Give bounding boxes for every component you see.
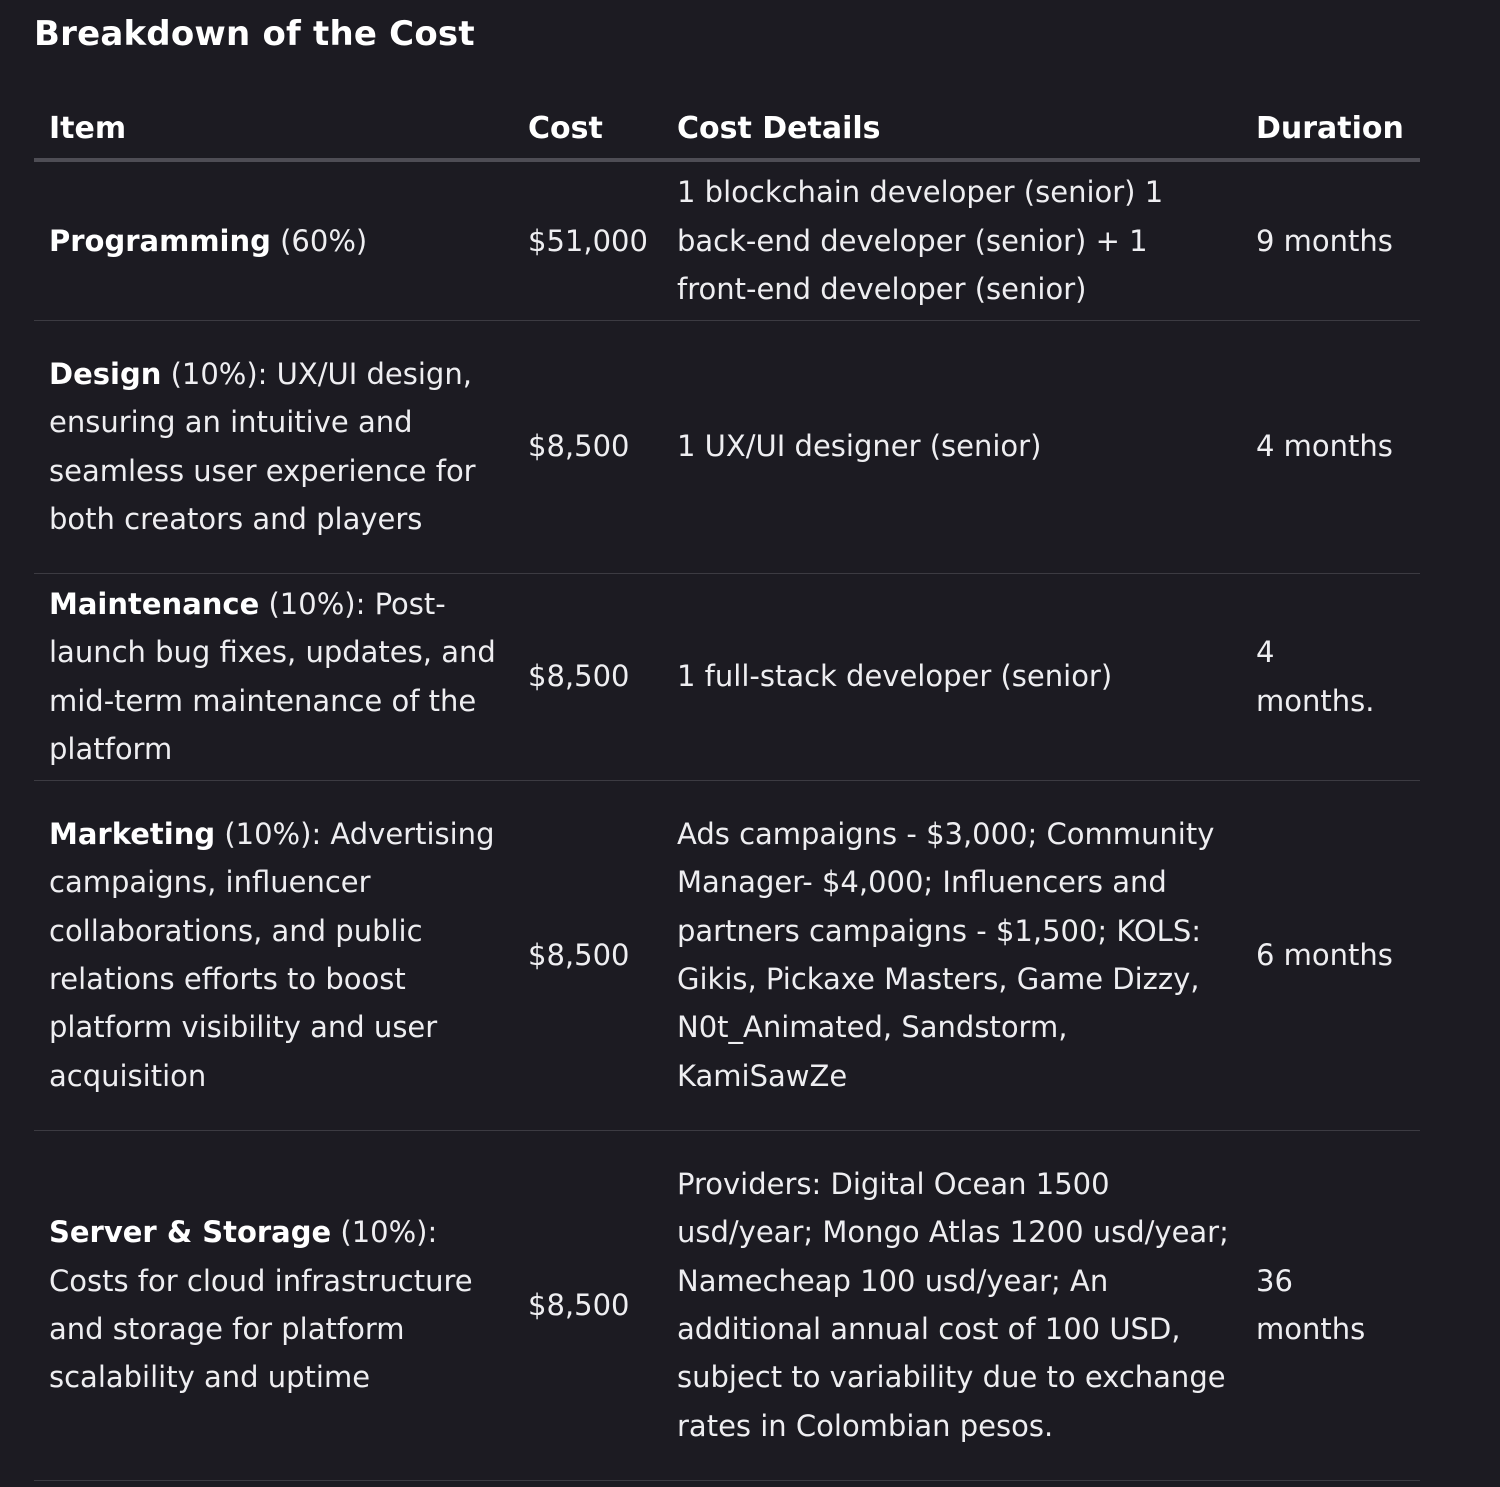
item-description: : Costs for cloud infrastructure and storage for platform scalability and uptime [49,1215,473,1395]
duration-cell: 4 months [1238,320,1420,573]
table-header-row [34,100,1420,160]
column-header-duration: Duration [1238,100,1420,160]
table-row [34,160,1420,320]
item-share: (60%) [270,223,368,258]
table-row [34,573,1420,780]
cost-details-cell: 1 blockchain developer (senior) 1 back-end developer (senior) + 1 front-end developer (senior) [655,160,1238,320]
item-share: (10%) [161,356,258,391]
item-share: (10%) [259,586,356,621]
item-name: Marketing [49,817,216,852]
cost-details-cell: Providers: Digital Ocean 1500 usd/year; Mongo Atlas 1200 usd/year; Namecheap 100 usd/year; An additional annual cost of 100 USD, subject to variability due to exchange rates in Colombian pesos. [655,1130,1238,1480]
duration-cell: 4 months. [1238,573,1420,780]
cost-cell: $51,000 [513,160,655,320]
item-name: Maintenance [49,586,260,621]
cost-cell: $8,500 [513,573,655,780]
cost-details-cell: Ads campaigns - $3,000; Community Manager- $4,000; Influencers and partners campaigns - $1,500; KOLS: Gikis, Pickaxe Masters, Game Dizzy, N0t_Animated, Sandstorm, KamiSawZe [655,780,1238,1130]
cost-table [34,100,1420,1481]
column-header-item: Item [34,100,513,160]
item-description: : Post-launch bug fixes, updates, and mid-term maintenance of the platform [49,586,496,766]
cost-cell: $8,500 [513,780,655,1130]
item-cell [34,780,513,1130]
column-header-cost: Cost [513,100,655,160]
column-header-cost-details: Cost Details [655,100,1238,160]
cost-cell: $8,500 [513,1130,655,1480]
cost-cell: $8,500 [513,320,655,573]
item-share: (10%) [331,1215,428,1250]
duration-cell: 9 months [1238,160,1420,320]
duration-cell: 36 months [1238,1130,1420,1480]
item-cell [34,1130,513,1480]
item-description: : Advertising campaigns, influencer collaborations, and public relations efforts to boost platform visibility and user acquisition [49,817,495,1093]
item-name: Programming [49,223,271,258]
cost-details-cell: 1 UX/UI designer (senior) [655,320,1238,573]
item-cell [34,573,513,780]
table-row [34,780,1420,1130]
table-row [34,320,1420,573]
item-name: Design [49,356,162,391]
item-cell [34,160,513,320]
cost-details-cell: 1 full-stack developer (senior) [655,573,1238,780]
table-row [34,1130,1420,1480]
item-description: : UX/UI design, ensuring an intuitive and seamless user experience for both creators and players [49,356,476,536]
page-title: Breakdown of the Cost [34,14,475,54]
item-share: (10%) [215,817,312,852]
item-cell [34,320,513,573]
item-name: Server & Storage [49,1215,332,1250]
duration-cell: 6 months [1238,780,1420,1130]
